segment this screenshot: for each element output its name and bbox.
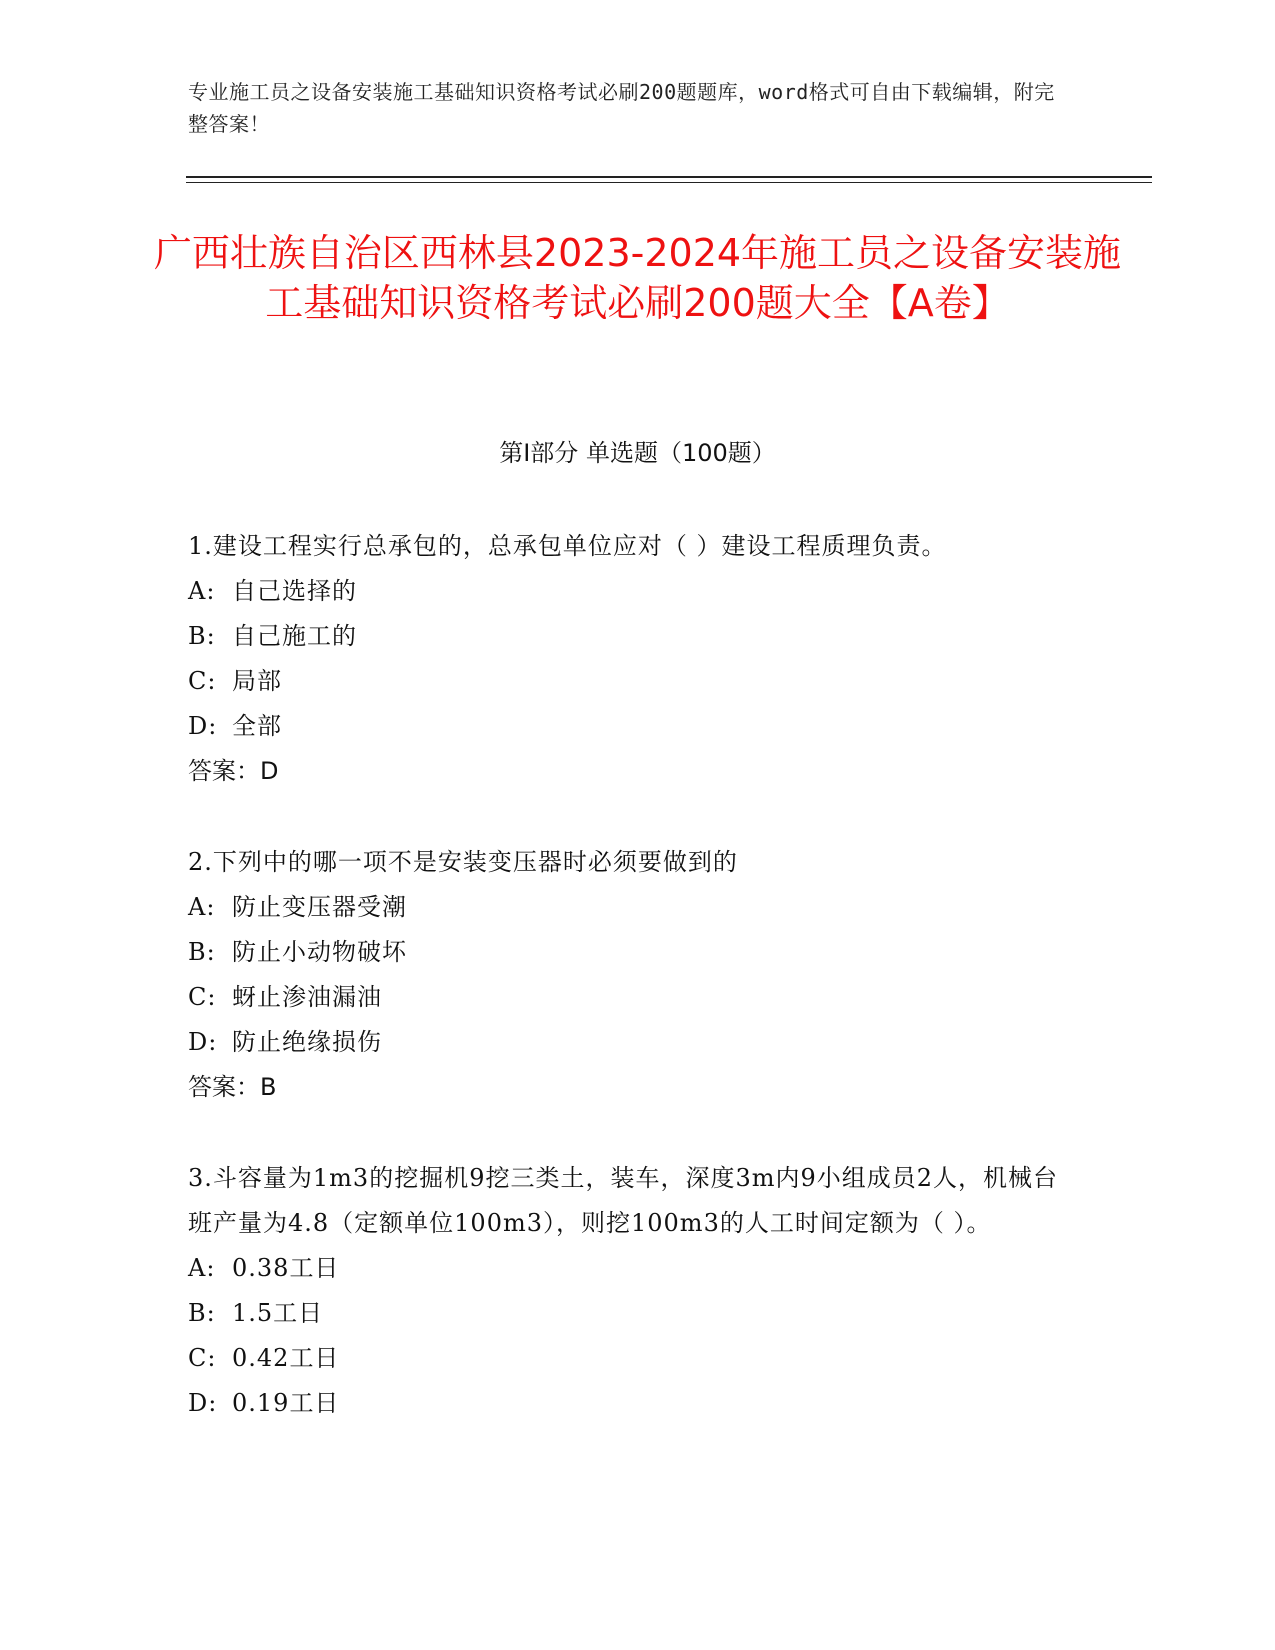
option-key: C: — [188, 1344, 217, 1372]
option-text: 防止绝缘损伤 — [232, 1028, 382, 1056]
answer-line: 答案：B — [188, 1073, 277, 1101]
option-key: A: — [188, 893, 216, 921]
option-key: D: — [188, 1028, 218, 1056]
option-text: 自己选择的 — [232, 577, 357, 605]
option-key: B: — [188, 622, 216, 650]
question-list — [188, 524, 1068, 1472]
header-note: 专业施工员之设备安装施工基础知识资格考试必刷200题题库，word格式可自由下载编辑，附完整答案！ — [188, 80, 1055, 136]
header-rule-thick — [186, 176, 1152, 178]
option-key: C: — [188, 983, 217, 1011]
document-title: 广西壮族自治区西林县2023-2024年施工员之设备安装施工基础知识资格考试必刷200题大全【A卷】 — [153, 231, 1122, 325]
option-c — [188, 1336, 1068, 1381]
option-text: 0.38工日 — [232, 1254, 340, 1282]
option-d — [188, 1381, 1068, 1426]
answer-line: 答案：D — [188, 757, 279, 785]
option-key: B: — [188, 1299, 216, 1327]
option-b — [188, 930, 1068, 975]
option-text: 全部 — [232, 712, 282, 740]
header-rule-thin — [186, 182, 1152, 183]
option-key: D: — [188, 712, 218, 740]
option-text: 局部 — [232, 667, 282, 695]
option-key: A: — [188, 1254, 216, 1282]
question-stem: 1.建设工程实行总承包的，总承包单位应对（ ）建设工程质理负责。 — [188, 532, 947, 560]
option-text: 1.5工日 — [232, 1299, 324, 1327]
question-3 — [188, 1156, 1068, 1426]
question-stem: 2.下列中的哪一项不是安装变压器时必须要做到的 — [188, 848, 738, 876]
option-a — [188, 885, 1068, 930]
option-text: 防止小动物破坏 — [232, 938, 407, 966]
option-b — [188, 614, 1068, 659]
option-b — [188, 1291, 1068, 1336]
option-key: B: — [188, 938, 216, 966]
option-a — [188, 1246, 1068, 1291]
option-text: 防止变压器受潮 — [232, 893, 407, 921]
option-d — [188, 1020, 1068, 1065]
question-stem: 3.斗容量为1m3的挖掘机9挖三类土，装车，深度3m内9小组成员2人，机械台班产量为4.8（定额单位100m3），则挖100m3的人工时间定额为（ ）。 — [188, 1164, 1059, 1237]
question-1 — [188, 524, 1068, 794]
option-text: 0.19工日 — [232, 1389, 340, 1417]
option-text: 蚜止渗油漏油 — [232, 983, 382, 1011]
option-text: 0.42工日 — [232, 1344, 340, 1372]
option-key: A: — [188, 577, 216, 605]
option-d — [188, 704, 1068, 749]
option-key: C: — [188, 667, 217, 695]
option-text: 自己施工的 — [232, 622, 357, 650]
section-heading: 第I部分 单选题（100题） — [499, 439, 776, 467]
option-a — [188, 569, 1068, 614]
question-2 — [188, 840, 1068, 1110]
option-c — [188, 975, 1068, 1020]
option-c — [188, 659, 1068, 704]
option-key: D: — [188, 1389, 218, 1417]
